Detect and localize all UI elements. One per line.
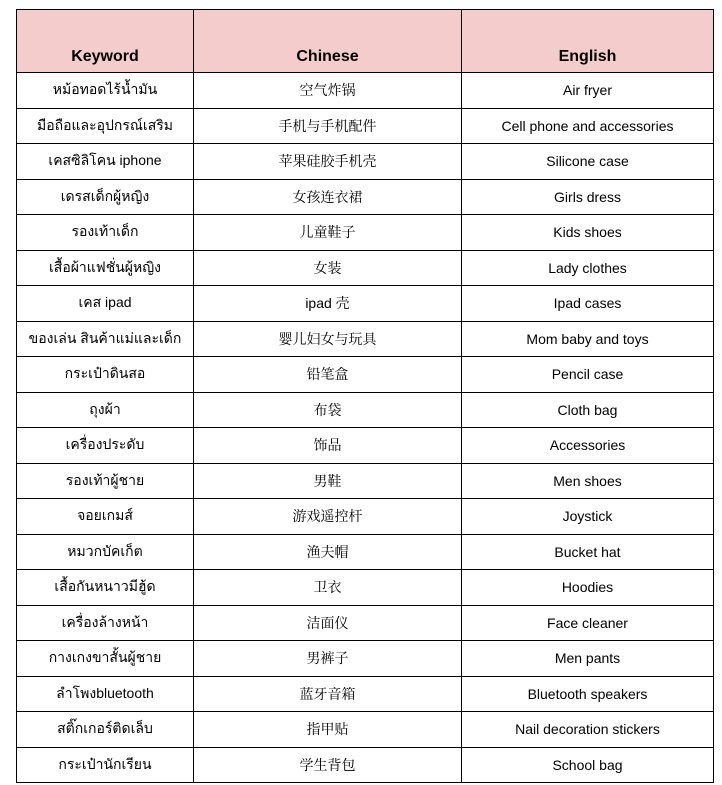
keyword-cell: รองเท้าผู้ชาย: [17, 463, 194, 499]
table-row: [17, 179, 714, 215]
english-cell: Accessories: [462, 428, 714, 464]
keyword-cell: ของเล่น สินค้าแม่และเด็ก: [17, 321, 194, 357]
header-chinese: Chinese: [194, 10, 462, 73]
table-row: [17, 392, 714, 428]
chinese-cell: 卫衣: [194, 570, 462, 606]
chinese-cell: ipad 壳: [194, 286, 462, 322]
chinese-cell: 空气炸锅: [194, 73, 462, 109]
chinese-cell: 男裤子: [194, 641, 462, 677]
keyword-cell: เสื้อผ้าแฟชั่นผู้หญิง: [17, 250, 194, 286]
english-cell: Nail decoration stickers: [462, 712, 714, 748]
table-row: [17, 712, 714, 748]
keyword-cell: มือถือและอุปกรณ์เสริม: [17, 108, 194, 144]
chinese-cell: 婴儿妇女与玩具: [194, 321, 462, 357]
header-keyword: Keyword: [17, 10, 194, 73]
english-cell: Hoodies: [462, 570, 714, 606]
keyword-cell: กระเป๋านักเรียน: [17, 747, 194, 783]
table-row: [17, 215, 714, 251]
english-cell: Bucket hat: [462, 534, 714, 570]
table-row: [17, 605, 714, 641]
english-cell: Mom baby and toys: [462, 321, 714, 357]
table-row: [17, 321, 714, 357]
english-cell: Cloth bag: [462, 392, 714, 428]
chinese-cell: 指甲贴: [194, 712, 462, 748]
table-row: [17, 534, 714, 570]
table-row: [17, 463, 714, 499]
chinese-cell: 洁面仪: [194, 605, 462, 641]
english-cell: Men shoes: [462, 463, 714, 499]
keyword-cell: หม้อทอดไร้น้ำมัน: [17, 73, 194, 109]
table-row: [17, 73, 714, 109]
keyword-cell: ถุงผ้า: [17, 392, 194, 428]
english-cell: Cell phone and accessories: [462, 108, 714, 144]
keyword-cell: หมวกบัคเก็ต: [17, 534, 194, 570]
table-row: [17, 286, 714, 322]
english-cell: Air fryer: [462, 73, 714, 109]
table-row: [17, 570, 714, 606]
keyword-cell: เคสซิลิโคน iphone: [17, 144, 194, 180]
table-row: [17, 428, 714, 464]
keyword-cell: เสื้อกันหนาวมีฮู้ด: [17, 570, 194, 606]
chinese-cell: 布袋: [194, 392, 462, 428]
keyword-cell: รองเท้าเด็ก: [17, 215, 194, 251]
keyword-cell: กระเป๋าดินสอ: [17, 357, 194, 393]
chinese-cell: 苹果硅胶手机壳: [194, 144, 462, 180]
chinese-cell: 女装: [194, 250, 462, 286]
english-cell: School bag: [462, 747, 714, 783]
keyword-cell: ลำโพงbluetooth: [17, 676, 194, 712]
table-row: [17, 676, 714, 712]
table-row: [17, 144, 714, 180]
chinese-cell: 学生背包: [194, 747, 462, 783]
english-cell: Silicone case: [462, 144, 714, 180]
keyword-cell: เครื่องล้างหน้า: [17, 605, 194, 641]
english-cell: Kids shoes: [462, 215, 714, 251]
chinese-cell: 游戏遥控杆: [194, 499, 462, 535]
english-cell: Girls dress: [462, 179, 714, 215]
keyword-cell: กางเกงขาสั้นผู้ชาย: [17, 641, 194, 677]
english-cell: Face cleaner: [462, 605, 714, 641]
chinese-cell: 儿童鞋子: [194, 215, 462, 251]
chinese-cell: 手机与手机配件: [194, 108, 462, 144]
english-cell: Lady clothes: [462, 250, 714, 286]
header-row: [17, 10, 714, 73]
keyword-cell: เดรสเด็กผู้หญิง: [17, 179, 194, 215]
english-cell: Bluetooth speakers: [462, 676, 714, 712]
keyword-cell: เคส ipad: [17, 286, 194, 322]
table-row: [17, 357, 714, 393]
table-row: [17, 250, 714, 286]
table-row: [17, 747, 714, 783]
keyword-cell: สติ๊กเกอร์ติดเล็บ: [17, 712, 194, 748]
table-row: [17, 499, 714, 535]
table-row: [17, 641, 714, 677]
keyword-cell: จอยเกมส์: [17, 499, 194, 535]
chinese-cell: 蓝牙音箱: [194, 676, 462, 712]
english-cell: Men pants: [462, 641, 714, 677]
chinese-cell: 女孩连衣裙: [194, 179, 462, 215]
table-row: [17, 108, 714, 144]
chinese-cell: 男鞋: [194, 463, 462, 499]
chinese-cell: 铅笔盒: [194, 357, 462, 393]
english-cell: Ipad cases: [462, 286, 714, 322]
english-cell: Joystick: [462, 499, 714, 535]
keyword-cell: เครื่องประดับ: [17, 428, 194, 464]
keyword-table: [16, 9, 714, 783]
chinese-cell: 渔夫帽: [194, 534, 462, 570]
chinese-cell: 饰品: [194, 428, 462, 464]
header-english: English: [462, 10, 714, 73]
english-cell: Pencil case: [462, 357, 714, 393]
